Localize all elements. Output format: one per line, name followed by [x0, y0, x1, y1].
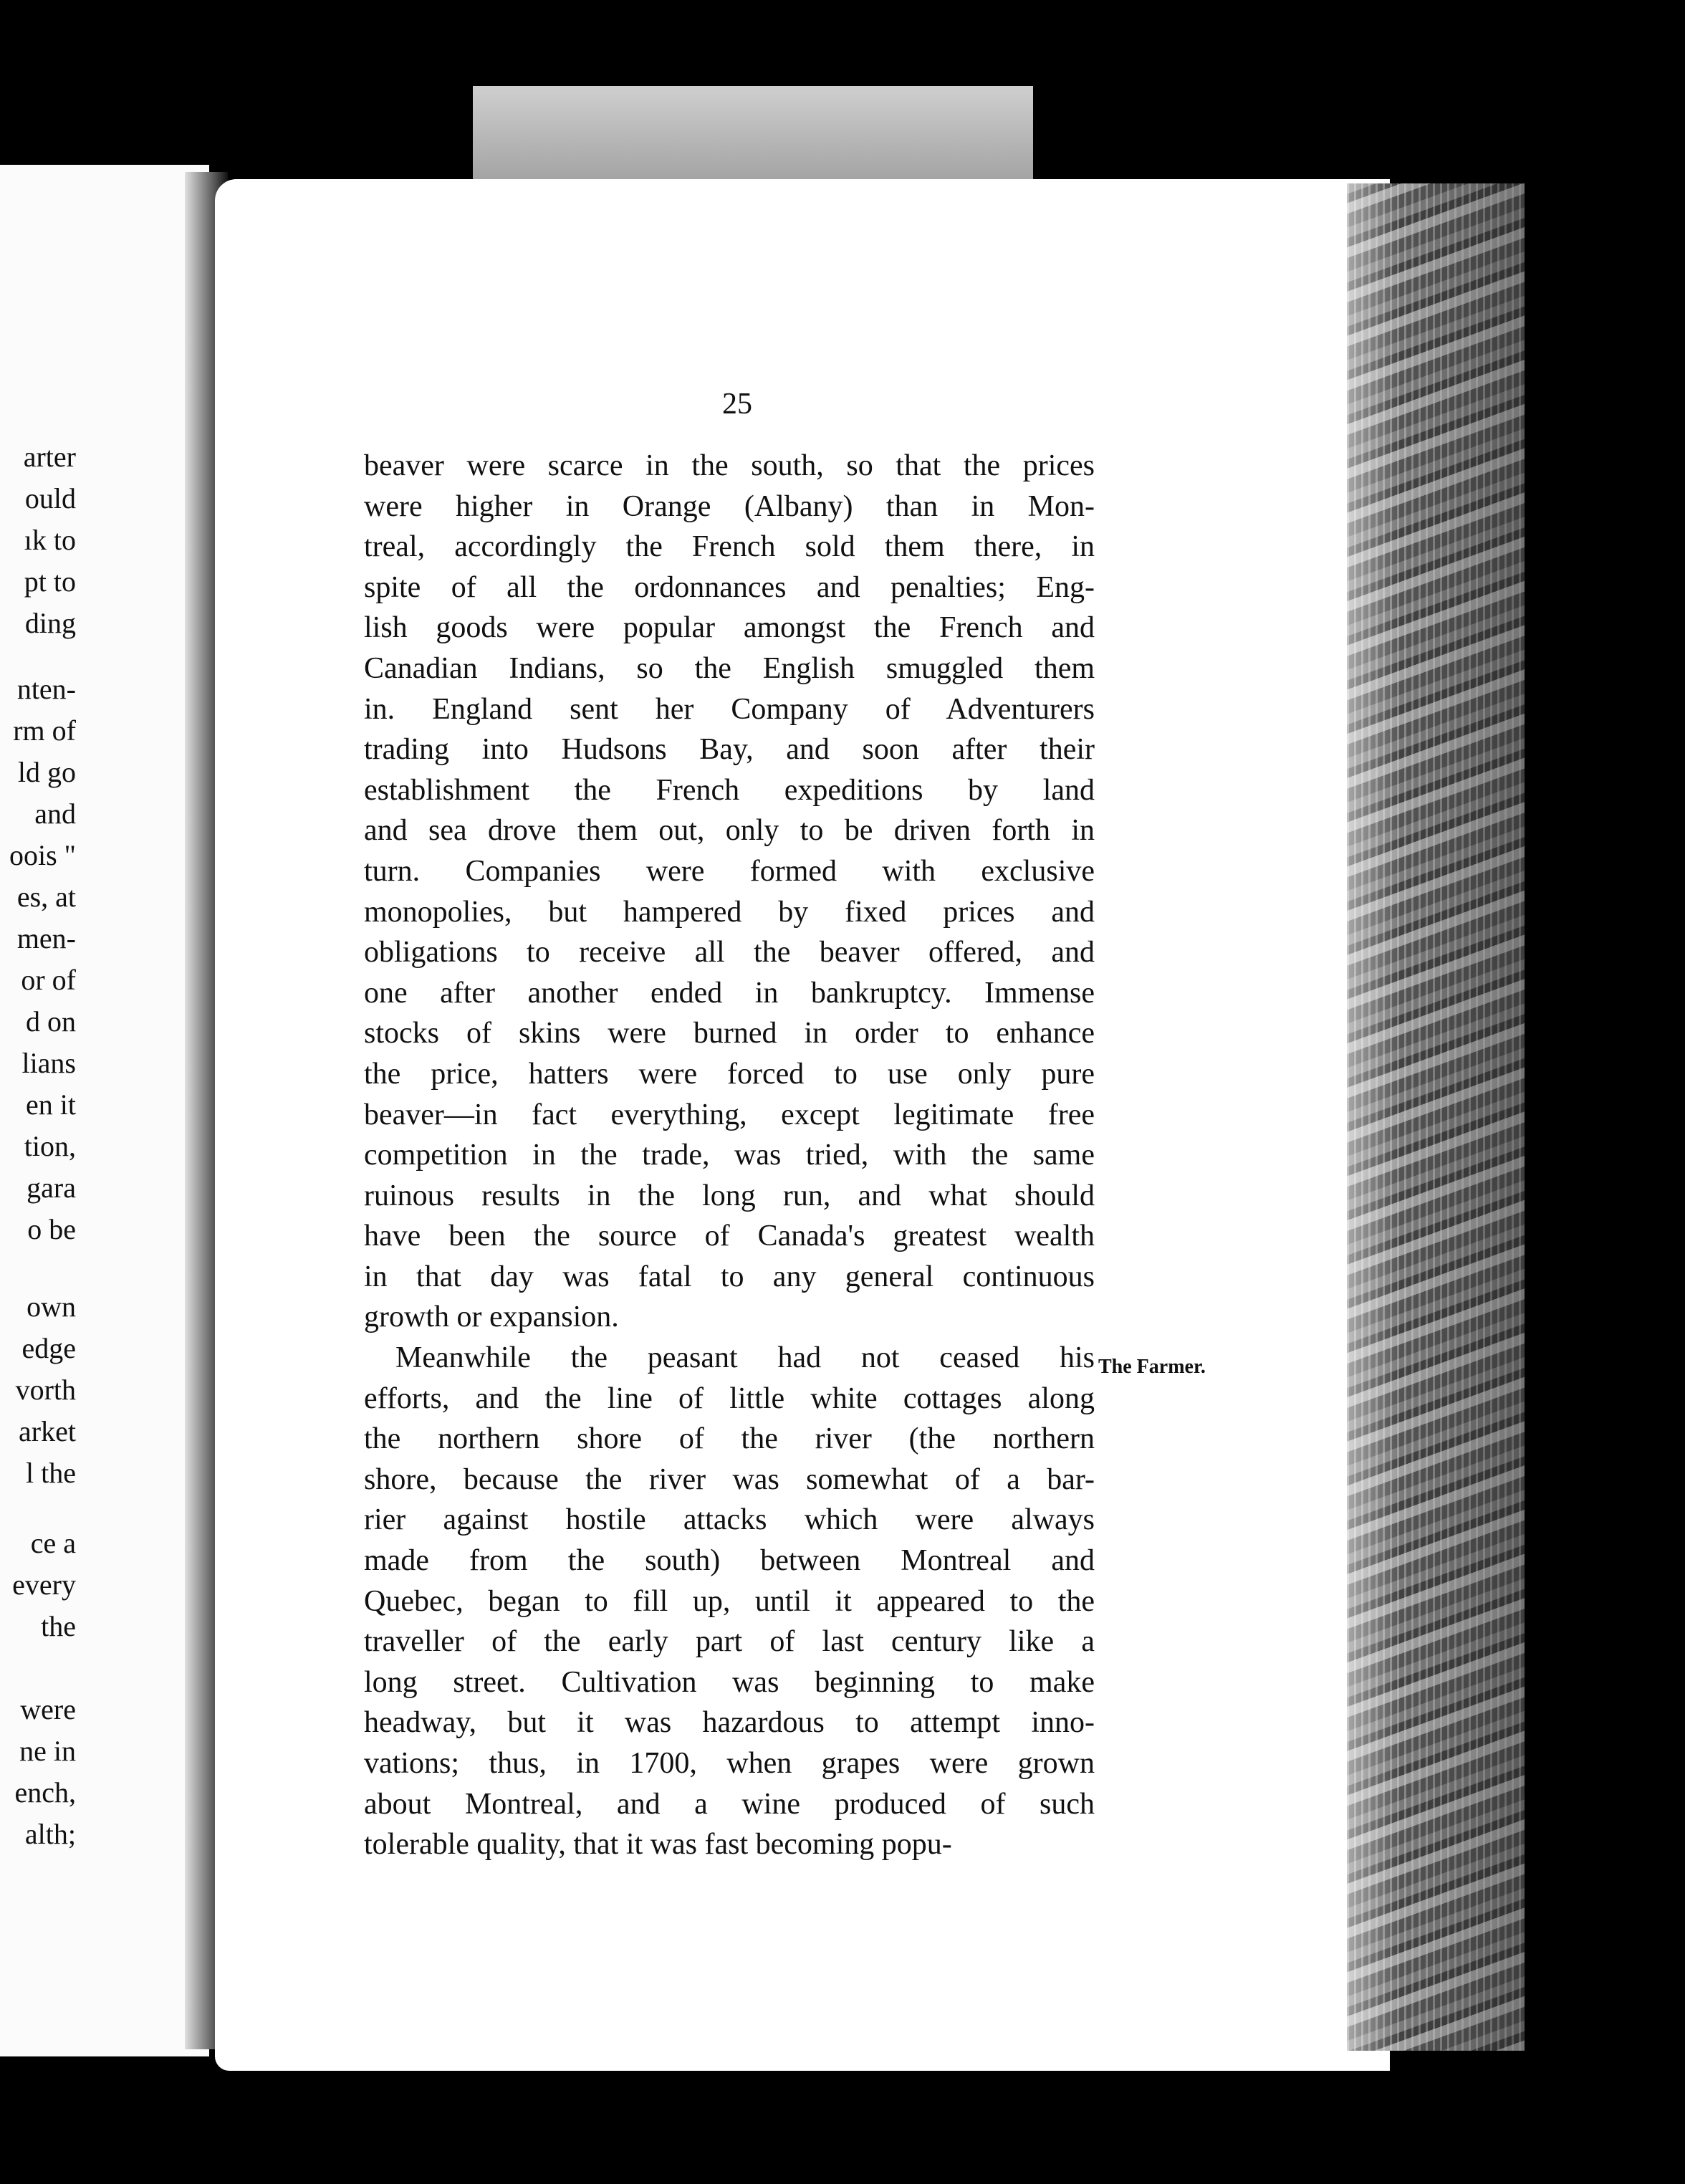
- facing-line: arter: [23, 441, 76, 473]
- text-line: establishment the French expeditions by land: [364, 773, 1095, 807]
- facing-line: or of: [21, 964, 76, 996]
- marginal-note: The Farmer.: [1098, 1356, 1206, 1378]
- facing-page-text: [0, 165, 76, 2056]
- text-line: the northern shore of the river (the northern: [364, 1422, 1095, 1456]
- facing-line: the: [41, 1610, 76, 1642]
- text-line: trading into Hudsons Bay, and soon after their: [364, 733, 1095, 767]
- facing-line: ould: [24, 482, 76, 514]
- facing-line: arket: [19, 1415, 76, 1447]
- text-line: lish goods were popular amongst the French and: [364, 611, 1095, 645]
- text-line: the price, hatters were forced to use only pure: [364, 1057, 1095, 1091]
- text-line: ruinous results in the long run, and what should: [364, 1179, 1095, 1212]
- text-line: rier against hostile attacks which were always: [364, 1503, 1095, 1537]
- text-line: Canadian Indians, so the English smuggled them: [364, 651, 1095, 685]
- facing-line: ık to: [24, 524, 76, 556]
- text-line: obligations to receive all the beaver offered, and: [364, 936, 1095, 969]
- facing-line: vorth: [15, 1374, 76, 1406]
- facing-line: ne in: [19, 1735, 76, 1767]
- text-line: turn. Companies were formed with exclusive: [364, 854, 1095, 888]
- facing-line: o be: [27, 1213, 76, 1245]
- text-line: in. England sent her Company of Adventurers: [364, 692, 1095, 726]
- text-line: spite of all the ordonnances and penalties; Eng-: [364, 570, 1095, 604]
- facing-line: gara: [27, 1172, 76, 1204]
- facing-line: ding: [24, 607, 76, 639]
- facing-line: ench,: [14, 1776, 76, 1809]
- facing-page: [0, 165, 209, 2056]
- facing-line: every: [12, 1568, 76, 1601]
- facing-line: and: [34, 798, 76, 830]
- page-edge-shading: [1347, 183, 1525, 2051]
- text-line: efforts, and the line of little white cottages along: [364, 1381, 1095, 1415]
- text-line: were higher in Orange (Albany) than in Mon-: [364, 489, 1095, 523]
- facing-line: ld go: [17, 756, 76, 788]
- text-line: growth or expansion.: [364, 1301, 619, 1334]
- facing-line: ce a: [30, 1527, 76, 1559]
- facing-line: edge: [21, 1332, 76, 1364]
- facing-line: d on: [26, 1005, 76, 1038]
- text-line: beaver—in fact everything, except legitimate free: [364, 1098, 1095, 1131]
- facing-line: were: [20, 1693, 76, 1725]
- facing-line: oois ": [9, 839, 76, 871]
- text-line: Quebec, began to fill up, until it appeared to the: [364, 1584, 1095, 1618]
- text-line: have been the source of Canada's greatest wealth: [364, 1220, 1095, 1253]
- facing-line: men-: [16, 922, 76, 954]
- text-line: shore, because the river was somewhat of a bar-: [364, 1462, 1095, 1496]
- text-line: competition in the trade, was tried, with the same: [364, 1139, 1095, 1172]
- facing-line: nten-: [16, 673, 76, 705]
- facing-line: en it: [26, 1088, 76, 1121]
- facing-line: own: [27, 1290, 76, 1323]
- facing-line: l the: [26, 1457, 76, 1489]
- text-line: beaver were scarce in the south, so that the prices: [364, 449, 1095, 482]
- text-line: made from the south) between Montreal and: [364, 1544, 1095, 1578]
- text-line: in that day was fatal to any general continuous: [364, 1260, 1095, 1293]
- facing-line: lians: [21, 1047, 76, 1079]
- facing-line: alth;: [24, 1818, 76, 1850]
- text-line: tolerable quality, that it was fast becoming popu-: [364, 1828, 952, 1862]
- text-line: long street. Cultivation was beginning to make: [364, 1665, 1095, 1699]
- text-line: stocks of skins were burned in order to enhance: [364, 1017, 1095, 1050]
- body-text: [364, 446, 1095, 1865]
- facing-line: rm of: [13, 714, 76, 747]
- facing-line: es, at: [16, 881, 76, 913]
- text-line: Meanwhile the peasant had not ceased his: [395, 1341, 1095, 1375]
- text-line: one after another ended in bankruptcy. Immense: [364, 976, 1095, 1010]
- facing-line: tion,: [24, 1130, 76, 1162]
- text-line: and sea drove them out, only to be driven forth in: [364, 814, 1095, 848]
- text-line: vations; thus, in 1700, when grapes were grown: [364, 1747, 1095, 1780]
- text-line: traveller of the early part of last century like a: [364, 1625, 1095, 1659]
- text-line: treal, accordingly the French sold them there, in: [364, 530, 1095, 564]
- facing-line: pt to: [24, 565, 76, 598]
- text-line: about Montreal, and a wine produced of such: [364, 1787, 1095, 1821]
- text-line: headway, but it was hazardous to attempt inno-: [364, 1706, 1095, 1740]
- text-line: monopolies, but hampered by fixed prices and: [364, 895, 1095, 929]
- page-number: 25: [722, 388, 752, 421]
